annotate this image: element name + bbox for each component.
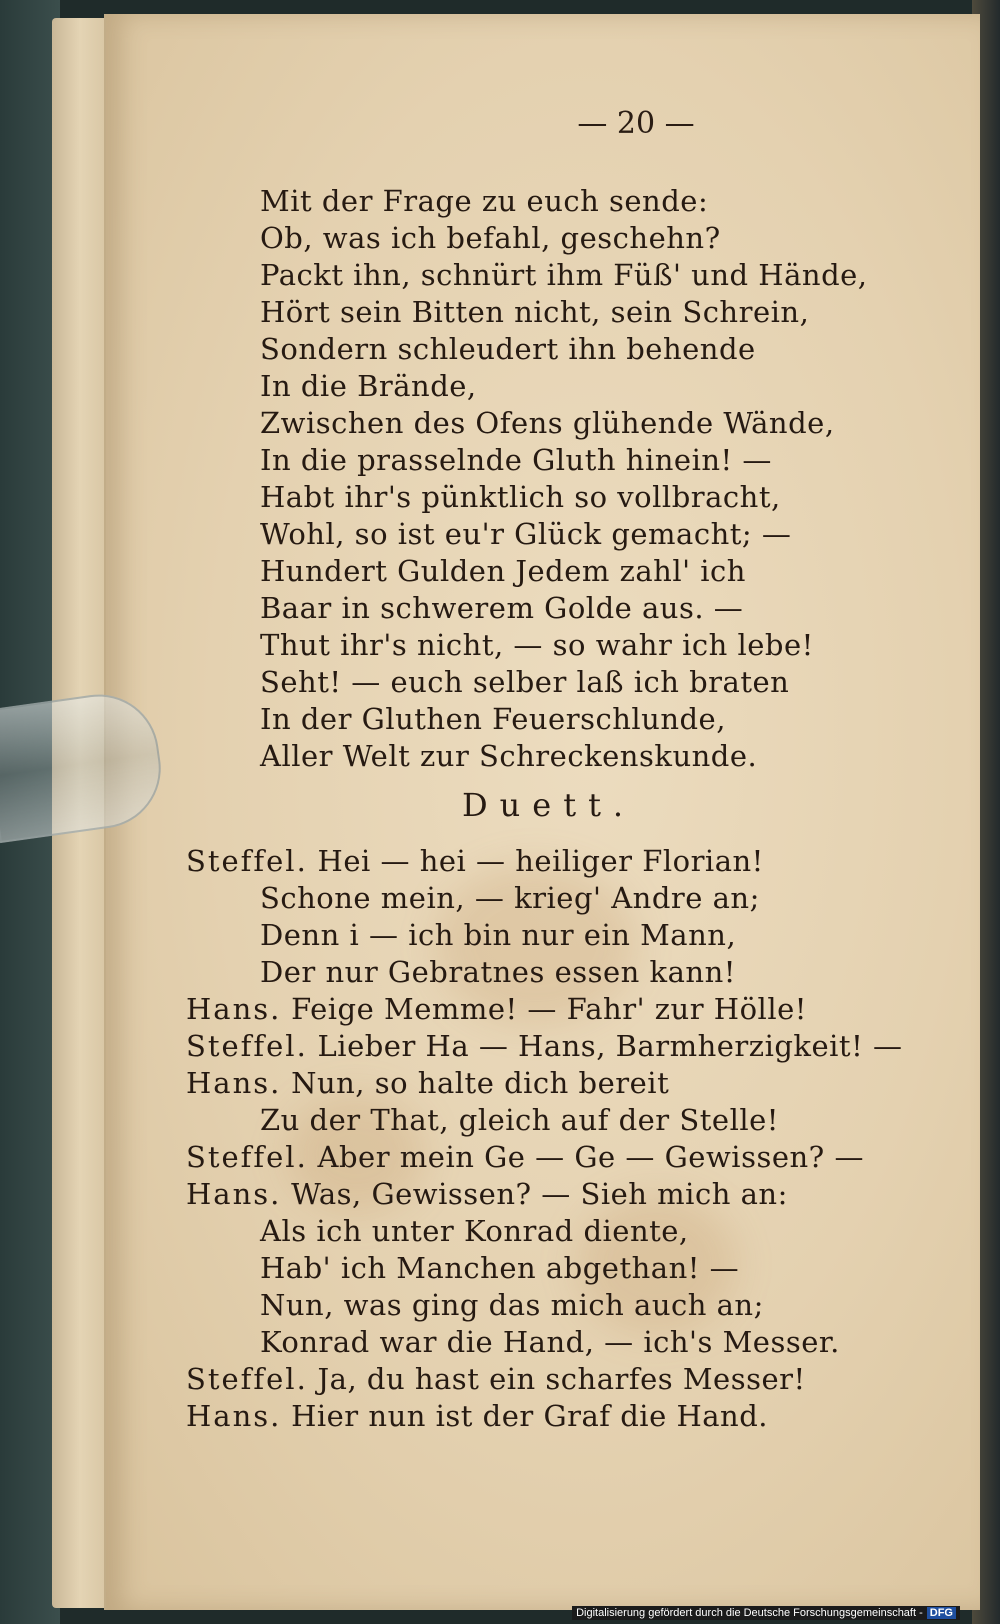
dialogue-text: Ja, du hast ein scharfes Messer! <box>317 1362 806 1396</box>
dialogue-line <box>186 1066 669 1100</box>
dialogue-text: Hab' ich Manchen abgethan! — <box>260 1251 740 1285</box>
verse-line: Ob, was ich befahl, geschehn? <box>260 221 721 255</box>
speaker-name: Steffel. <box>186 1362 308 1396</box>
dialogue-line <box>260 1214 689 1248</box>
dialogue-line <box>186 992 807 1026</box>
speaker-name: Hans. <box>186 1177 282 1211</box>
dialogue-text: Lieber Ha — Hans, Barmherzigkeit! — <box>317 1029 903 1063</box>
speaker-name: Hans. <box>186 1399 282 1433</box>
dialogue-text: Der nur Gebratnes essen kann! <box>260 955 736 989</box>
dialogue-text: Hei — hei — heiliger Florian! <box>317 844 764 878</box>
speaker-name: Steffel. <box>186 1029 308 1063</box>
verse-line: Thut ihr's nicht, — so wahr ich lebe! <box>260 628 814 662</box>
dialogue-line <box>186 844 764 878</box>
book-page <box>104 14 980 1610</box>
verse-line: In die Brände, <box>260 369 477 403</box>
verse-line: Zwischen des Ofens glühende Wände, <box>260 406 835 440</box>
section-heading: Duett. <box>462 786 636 824</box>
dialogue-line <box>260 918 736 952</box>
dialogue-line <box>260 881 760 915</box>
credit-text: Digitalisierung gefördert durch die Deutsche Forschungsgemeinschaft - <box>576 1607 923 1619</box>
dialogue-text: Hier nun ist der Graf die Hand. <box>291 1399 769 1433</box>
verse-line: In die prasselnde Gluth hinein! — <box>260 443 772 477</box>
dialogue-line <box>260 1103 779 1137</box>
dialogue-text: Schone mein, — krieg' Andre an; <box>260 881 760 915</box>
dialogue-line <box>260 955 736 989</box>
digitization-credit <box>572 1606 960 1620</box>
verse-line: Packt ihn, schnürt ihm Füß' und Hände, <box>260 258 868 292</box>
dialogue-text: Konrad war die Hand, — ich's Messer. <box>260 1325 840 1359</box>
speaker-name: Hans. <box>186 1066 282 1100</box>
dialogue-text: Als ich unter Konrad diente, <box>260 1214 689 1248</box>
dialogue-line <box>260 1325 840 1359</box>
verse-line: Wohl, so ist eu'r Glück gemacht; — <box>260 517 792 551</box>
dialogue-line <box>260 1251 739 1285</box>
speaker-name: Steffel. <box>186 1140 308 1174</box>
dialogue-line <box>186 1177 788 1211</box>
dialogue-line <box>186 1362 806 1396</box>
verse-line: Habt ihr's pünktlich so vollbracht, <box>260 480 781 514</box>
page-number: — 20 — <box>577 106 695 141</box>
dialogue-text <box>106 14 980 1610</box>
dialogue-line <box>186 1399 768 1433</box>
speaker-name: Steffel. <box>186 844 308 878</box>
verse-line: Hört sein Bitten nicht, sein Schrein, <box>260 295 810 329</box>
dialogue-text: Aber mein Ge — Ge — Gewissen? — <box>317 1140 864 1174</box>
speaker-name: Hans. <box>186 992 282 1026</box>
dialogue-text: Was, Gewissen? — Sieh mich an: <box>291 1177 788 1211</box>
verse-line: Aller Welt zur Schreckenskunde. <box>260 739 758 773</box>
verse-line: Mit der Frage zu euch sende: <box>260 184 709 218</box>
verse-line: In der Gluthen Feuerschlunde, <box>260 702 726 736</box>
dialogue-text: Nun, so halte dich bereit <box>291 1066 670 1100</box>
verse-line: Baar in schwerem Golde aus. — <box>260 591 744 625</box>
dialogue-text: Zu der That, gleich auf der Stelle! <box>260 1103 779 1137</box>
verse-line: Sondern schleudert ihn behende <box>260 332 756 366</box>
dialogue-line <box>186 1140 864 1174</box>
dialogue-text: Nun, was ging das mich auch an; <box>260 1288 764 1322</box>
dialogue-line <box>260 1288 764 1322</box>
verse-line: Hundert Gulden Jedem zahl' ich <box>260 554 746 588</box>
dfg-logo: DFG <box>927 1607 956 1619</box>
dialogue-text: Feige Memme! — Fahr' zur Hölle! <box>291 992 807 1026</box>
dialogue-line <box>186 1029 902 1063</box>
dialogue-text: Denn i — ich bin nur ein Mann, <box>260 918 737 952</box>
verse-line: Seht! — euch selber laß ich braten <box>260 665 790 699</box>
